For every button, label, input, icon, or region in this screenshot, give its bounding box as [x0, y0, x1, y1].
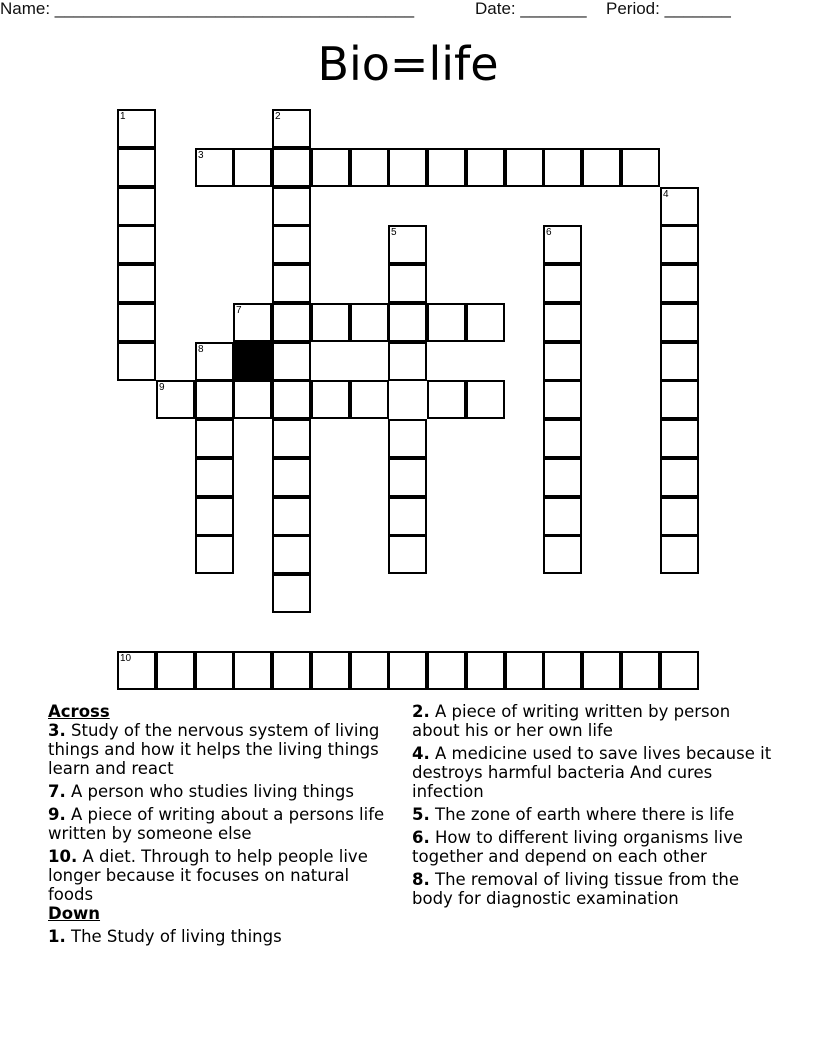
grid-cell[interactable] [388, 458, 427, 497]
grid-cell[interactable] [195, 342, 234, 381]
black-cell [233, 342, 272, 381]
clue-text: A medicine used to save lives because it destroys harmful bacteria And cures infection [412, 744, 772, 801]
grid-cell[interactable] [505, 651, 544, 690]
name-field[interactable]: Name: ______________________________________ [0, 0, 415, 18]
grid-cell[interactable] [311, 651, 350, 690]
grid-cell[interactable] [660, 458, 699, 497]
grid-cell[interactable] [272, 458, 311, 497]
clue-number-label: 10 [120, 653, 132, 664]
grid-cell[interactable] [233, 651, 272, 690]
grid-cell[interactable] [233, 380, 272, 419]
clue-text: The Study of living things [71, 927, 282, 946]
grid-cell[interactable] [272, 225, 311, 264]
grid-cell[interactable] [272, 303, 311, 342]
clue-number-label: 1 [120, 111, 126, 122]
clues-right-column [412, 702, 772, 912]
grid-cell[interactable] [388, 497, 427, 536]
grid-cell[interactable] [311, 148, 350, 187]
grid-cell[interactable] [505, 148, 544, 187]
grid-cell[interactable] [272, 109, 311, 148]
grid-cell[interactable] [350, 651, 389, 690]
grid-cell[interactable] [272, 264, 311, 303]
clues-left-column [48, 702, 398, 950]
down-clue [412, 870, 772, 908]
clue-number: 1. [48, 927, 66, 946]
grid-cell[interactable] [195, 651, 234, 690]
grid-cell[interactable] [272, 419, 311, 458]
grid-cell[interactable] [660, 342, 699, 381]
clue-number: 10. [48, 847, 78, 866]
grid-cell[interactable] [195, 535, 234, 574]
grid-cell[interactable] [117, 342, 156, 381]
grid-cell[interactable] [311, 303, 350, 342]
grid-cell[interactable] [660, 264, 699, 303]
header [0, 0, 816, 21]
clue-text: A diet. Through to help people live longer because it focuses on natural foods [48, 847, 368, 904]
grid-cell[interactable] [543, 380, 582, 419]
grid-cell[interactable] [272, 535, 311, 574]
clue-number-label: 6 [546, 227, 552, 238]
grid-cell[interactable] [117, 264, 156, 303]
grid-cell[interactable] [621, 148, 660, 187]
down-heading: Down [48, 904, 101, 923]
clue-number: 7. [48, 782, 66, 801]
grid-cell[interactable] [427, 380, 466, 419]
down-clue [412, 828, 772, 866]
grid-cell[interactable] [660, 419, 699, 458]
grid-cell[interactable] [543, 497, 582, 536]
grid-cell[interactable] [660, 497, 699, 536]
grid-cell[interactable] [272, 497, 311, 536]
grid-cell[interactable] [272, 574, 311, 613]
grid-cell[interactable] [195, 419, 234, 458]
grid-cell[interactable] [388, 225, 427, 264]
clue-number: 4. [412, 744, 430, 763]
grid-cell[interactable] [543, 264, 582, 303]
grid-cell[interactable] [466, 303, 505, 342]
clue-number: 5. [412, 805, 430, 824]
clue-text: How to different living organisms live together and depend on each other [412, 828, 743, 866]
grid-cell[interactable] [660, 380, 699, 419]
grid-cell[interactable] [427, 303, 466, 342]
across-clue [48, 782, 398, 801]
grid-cell[interactable] [233, 303, 272, 342]
clue-number: 3. [48, 721, 66, 740]
across-clue [48, 721, 398, 778]
grid-cell[interactable] [543, 303, 582, 342]
down-clue [412, 805, 772, 824]
clue-number-label: 3 [198, 150, 204, 161]
grid-cell[interactable] [117, 148, 156, 187]
clue-number-label: 7 [236, 305, 242, 316]
grid-cell[interactable] [195, 497, 234, 536]
grid-cell[interactable] [543, 148, 582, 187]
down-clue [412, 744, 772, 801]
period-field[interactable]: Period: _______ [606, 0, 731, 18]
grid-cell[interactable] [388, 303, 427, 342]
grid-cell[interactable] [272, 148, 311, 187]
grid-cell[interactable] [195, 148, 234, 187]
grid-cell[interactable] [582, 651, 621, 690]
clue-number-label: 9 [159, 382, 165, 393]
grid-cell[interactable] [543, 458, 582, 497]
puzzle-title: Bio=life [317, 37, 499, 91]
grid-cell[interactable] [582, 148, 621, 187]
grid-cell[interactable] [466, 651, 505, 690]
clue-number-label: 2 [275, 111, 281, 122]
grid-cell[interactable] [388, 535, 427, 574]
grid-cell[interactable] [660, 651, 699, 690]
grid-cell[interactable] [233, 148, 272, 187]
across-clue [48, 847, 398, 904]
down-clue [48, 927, 398, 946]
across-heading: Across [48, 702, 110, 721]
grid-cell[interactable] [543, 419, 582, 458]
grid-cell[interactable] [311, 380, 350, 419]
clue-text: The zone of earth where there is life [435, 805, 735, 824]
grid-cell[interactable] [350, 303, 389, 342]
grid-cell[interactable] [388, 264, 427, 303]
grid-cell[interactable] [427, 651, 466, 690]
grid-cell[interactable] [117, 187, 156, 226]
clue-text: A person who studies living things [71, 782, 354, 801]
clue-text: A piece of writing written by person about his or her own life [412, 702, 731, 740]
clue-number-label: 5 [391, 227, 397, 238]
grid-cell[interactable] [117, 109, 156, 148]
grid-cell[interactable] [621, 651, 660, 690]
grid-cell[interactable] [543, 225, 582, 264]
grid-cell[interactable] [272, 342, 311, 381]
grid-cell[interactable] [388, 651, 427, 690]
clue-number-label: 4 [663, 189, 669, 200]
grid-cell[interactable] [388, 342, 427, 381]
grid-cell[interactable] [117, 303, 156, 342]
clue-number: 9. [48, 805, 66, 824]
grid-cell[interactable] [543, 651, 582, 690]
grid-cell[interactable] [156, 380, 195, 419]
clue-text: A piece of writing about a persons life written by someone else [48, 805, 385, 843]
clue-text: Study of the nervous system of living things and how it helps the living things learn and react [48, 721, 380, 778]
grid-cell[interactable] [350, 380, 389, 419]
clue-number-label: 8 [198, 344, 204, 355]
grid-cell[interactable] [543, 535, 582, 574]
clue-text: The removal of living tissue from the body for diagnostic examination [412, 870, 740, 908]
grid-cell[interactable] [466, 148, 505, 187]
grid-cell[interactable] [272, 651, 311, 690]
grid-cell[interactable] [543, 342, 582, 381]
grid-cell[interactable] [117, 651, 156, 690]
grid-cell[interactable] [272, 380, 311, 419]
down-clue [412, 702, 772, 740]
grid-cell[interactable] [272, 187, 311, 226]
grid-cell[interactable] [388, 148, 427, 187]
grid-cell[interactable] [660, 187, 699, 226]
clue-number: 6. [412, 828, 430, 847]
across-clue [48, 805, 398, 843]
grid-cell[interactable] [427, 148, 466, 187]
grid-cell[interactable] [660, 535, 699, 574]
grid-cell[interactable] [195, 380, 234, 419]
grid-cell[interactable] [388, 419, 427, 458]
grid-cell[interactable] [195, 458, 234, 497]
clue-number: 2. [412, 702, 430, 721]
grid-cell[interactable] [117, 225, 156, 264]
grid-cell[interactable] [660, 225, 699, 264]
grid-cell[interactable] [350, 148, 389, 187]
grid-cell[interactable] [466, 380, 505, 419]
grid-cell[interactable] [660, 303, 699, 342]
date-field[interactable]: Date: _______ [475, 0, 587, 18]
grid-cell[interactable] [156, 651, 195, 690]
clue-number: 8. [412, 870, 430, 889]
